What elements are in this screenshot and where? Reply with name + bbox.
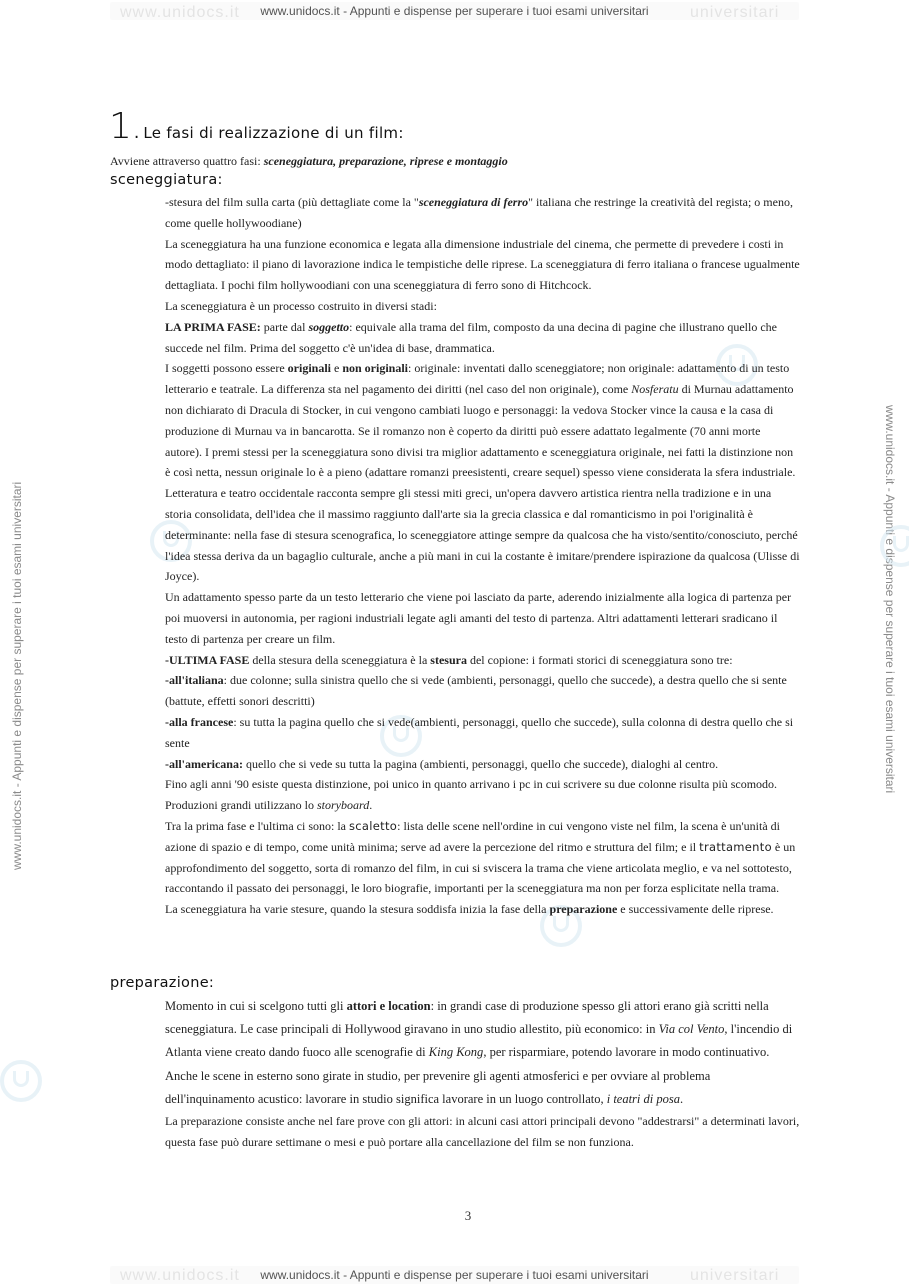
paragraph: Tra la prima fase e l'ultima ci sono: la scaletto: lista delle scene nell'ordine in cui vengono viste nel film, la scena è un'unità di azione di spazio e di tempo, come unità minima; serve ad avere la percezione del ritmo e struttura del film; e il trattamento è un approfondimento del soggetto, sorta di romanzo del film, in cui si sviscera la trama che viene articolata meglio, e va nel sottotesto, raccontando il passato dei personaggi, le loro biografie, importanti per la sceneggiatura ma non per forza esplicitate nella trama. xyxy=(165,818,796,896)
paragraph: Fino agli anni '90 esiste questa distinzione, poi unico in quanto arrivano i pc in cui scrivere su due colonne risulta più scomodo. xyxy=(165,777,778,792)
section-heading-screenplay: sceneggiatura: xyxy=(110,172,223,188)
watermark-side-left: www.unidocs.it - Appunti e dispense per superare i tuoi esami universitari xyxy=(10,481,24,870)
paragraph: -alla francese: su tutta la pagina quello che si vede(ambienti, personaggi, quello che succede), sulla colonna di destra quello che si sente xyxy=(165,714,794,750)
watermark-ghost-right-bottom: universitari xyxy=(690,1267,780,1284)
watermark-ghost-left: www.unidocs.it xyxy=(120,4,240,21)
paragraph: I soggetti possono essere originali e non originali: originale: inventati dallo sceneggiatore; non originale: adattamento di un testo letterario e teatrale. La differenza sta nel pagamento dei diritti (nel caso del non originale), come Nosferatu di Murnau adattamento non dichiarato di Dracula di Stocker, in cui vengono cambiati luogo e personaggi: la vedova Stocker vince la causa e la casa di produzione di Murnau va in bancarotta. Se il romanzo non è coperto da diritti può essere adattato legalmente (70 anni morte autore). I premi stessi per la sceneggiatura sono divisi tra miglior adattamento e sceneggiatura originale, nei fatti la distinzione non è così netta, nessun originale lo è a pieno (adattare romanzi preesistenti, creare sequel) spesso viene considerata la sfera industriale. Letteratura e teatro occidentale racconta sempre gli stessi miti greci, un'opera davvero artistica rientra nella tradizione e in una storia consolidata, dell'idea che il massimo raggiunto dall'arte sia la grecia classica e dal romanticismo in poi l'originalità è determinante: nella fase di stesura scenografica, lo sceneggiatore attinge sempre da qualcosa che ha visto/sentito/conosciuto, perché l'idea stessa deriva da un bagaglio culturale, anche a più mani in cui la costante è imitare/prendere ispirazione da qualcosa (Ulisse di Joyce). xyxy=(165,361,800,584)
intro-line xyxy=(110,153,508,169)
page-number: 3 xyxy=(464,1208,472,1223)
paragraph: -all'italiana: due colonne; sulla sinistra quello che si vede (ambienti, personaggi, quello che succede), a destra quello che si sente (battute, effetti sonori descritti) xyxy=(165,673,787,709)
paragraph: -all'americana: quello che si vede su tutta la pagina (ambienti, personaggi, quello che succede), dialoghi al centro. xyxy=(165,756,719,771)
paragraph: La sceneggiatura ha una funzione economica e legata alla dimensione industriale del cinema, che permette di prevedere i costi in modo dettagliato: il piano di lavorazione indica le tempistiche delle riprese. La sceneggiatura di ferro italiana o francese ugualmente dettagliata. I pochi film hollywoodiani con una sceneggiatura di ferro sono di Hitchcock. xyxy=(165,236,800,293)
chapter-number: 1. xyxy=(109,106,142,147)
watermark-ghost-right: universitari xyxy=(690,4,780,21)
paragraph: Momento in cui si scelgono tutti gli attori e location: in grandi case di produzione spesso gli attori erano già scritti nella sceneggiatura. Le case principali di Hollywood giravano in uno studio allestito, più economico: in Via col Vento, l'incendio di Atlanta viene creato dando fuoco alle scenografie di King Kong, per risparmiare, potendo lavorare in modo continuativo. Anche le scene in esterno sono girate in studio, per prevenire gli agenti atmosferici e per ovviare al problema dell'inquinamento acustico: lavorare in studio significa lavorare in un luogo controllato, i teatri di posa. xyxy=(165,999,793,1106)
paragraph: -ULTIMA FASE della stesura della sceneggiatura è la stesura del copione: i formati storici di sceneggiatura sono tre: xyxy=(165,652,733,667)
watermark-side-right: www.unidocs.it - Appunti e dispense per superare i tuoi esami universitari xyxy=(883,405,897,794)
watermark-banner-top: www.unidocs.it - Appunti e dispense per superare i tuoi esami universitari xyxy=(260,4,649,18)
paragraph: LA PRIMA FASE: parte dal soggetto: equivale alla trama del film, composto da una decina di pagine che illustrano quello che succede nel film. Prima del soggetto c'è un'idea di base, drammatica. xyxy=(165,319,777,355)
screenplay-body xyxy=(165,192,800,920)
intro-phases: sceneggiatura, preparazione, riprese e montaggio xyxy=(263,154,508,168)
chapter-title xyxy=(109,106,404,146)
section-heading-preparation: preparazione: xyxy=(110,975,215,991)
watermark-ghost-left-bottom: www.unidocs.it xyxy=(120,1267,240,1284)
intro-lead: Avviene attraverso quattro fasi: xyxy=(110,154,264,168)
paragraph: Produzioni grandi utilizzano lo storyboard. xyxy=(165,798,373,813)
paragraph: La sceneggiatura ha varie stesure, quando la stesura soddisfa inizia la fase della preparazione e successivamente delle riprese. xyxy=(165,902,774,917)
preparation-body xyxy=(165,995,800,1153)
paragraph: La sceneggiatura è un processo costruito in diversi stadi: xyxy=(165,298,437,313)
chapter-heading: Le fasi di realizzazione di un film: xyxy=(143,124,404,142)
paragraph: -stesura del film sulla carta (più dettagliate come la "sceneggiatura di ferro" italiana che restringe la creatività del regista; o meno, come quelle hollywoodiane) xyxy=(165,195,793,230)
paragraph: Un adattamento spesso parte da un testo letterario che viene poi lasciato da parte, aderendo inizialmente alla logica di partenza per poi muoversi in autonomia, per ragioni industriali legate agli amanti del testo di partenza. Altri adattamenti letterari sradicano il testo di partenza per creare un film. xyxy=(165,590,792,646)
unidocs-logo-icon xyxy=(0,1060,42,1102)
paragraph: La preparazione consiste anche nel fare prove con gli attori: in alcuni casi attori principali devono "addestrarsi" a determinati lavori, questa fase può durare settimane o mesi e può portare alla cancellazione del film se non funziona. xyxy=(165,1114,800,1149)
watermark-banner-bottom: www.unidocs.it - Appunti e dispense per superare i tuoi esami universitari xyxy=(260,1268,649,1282)
